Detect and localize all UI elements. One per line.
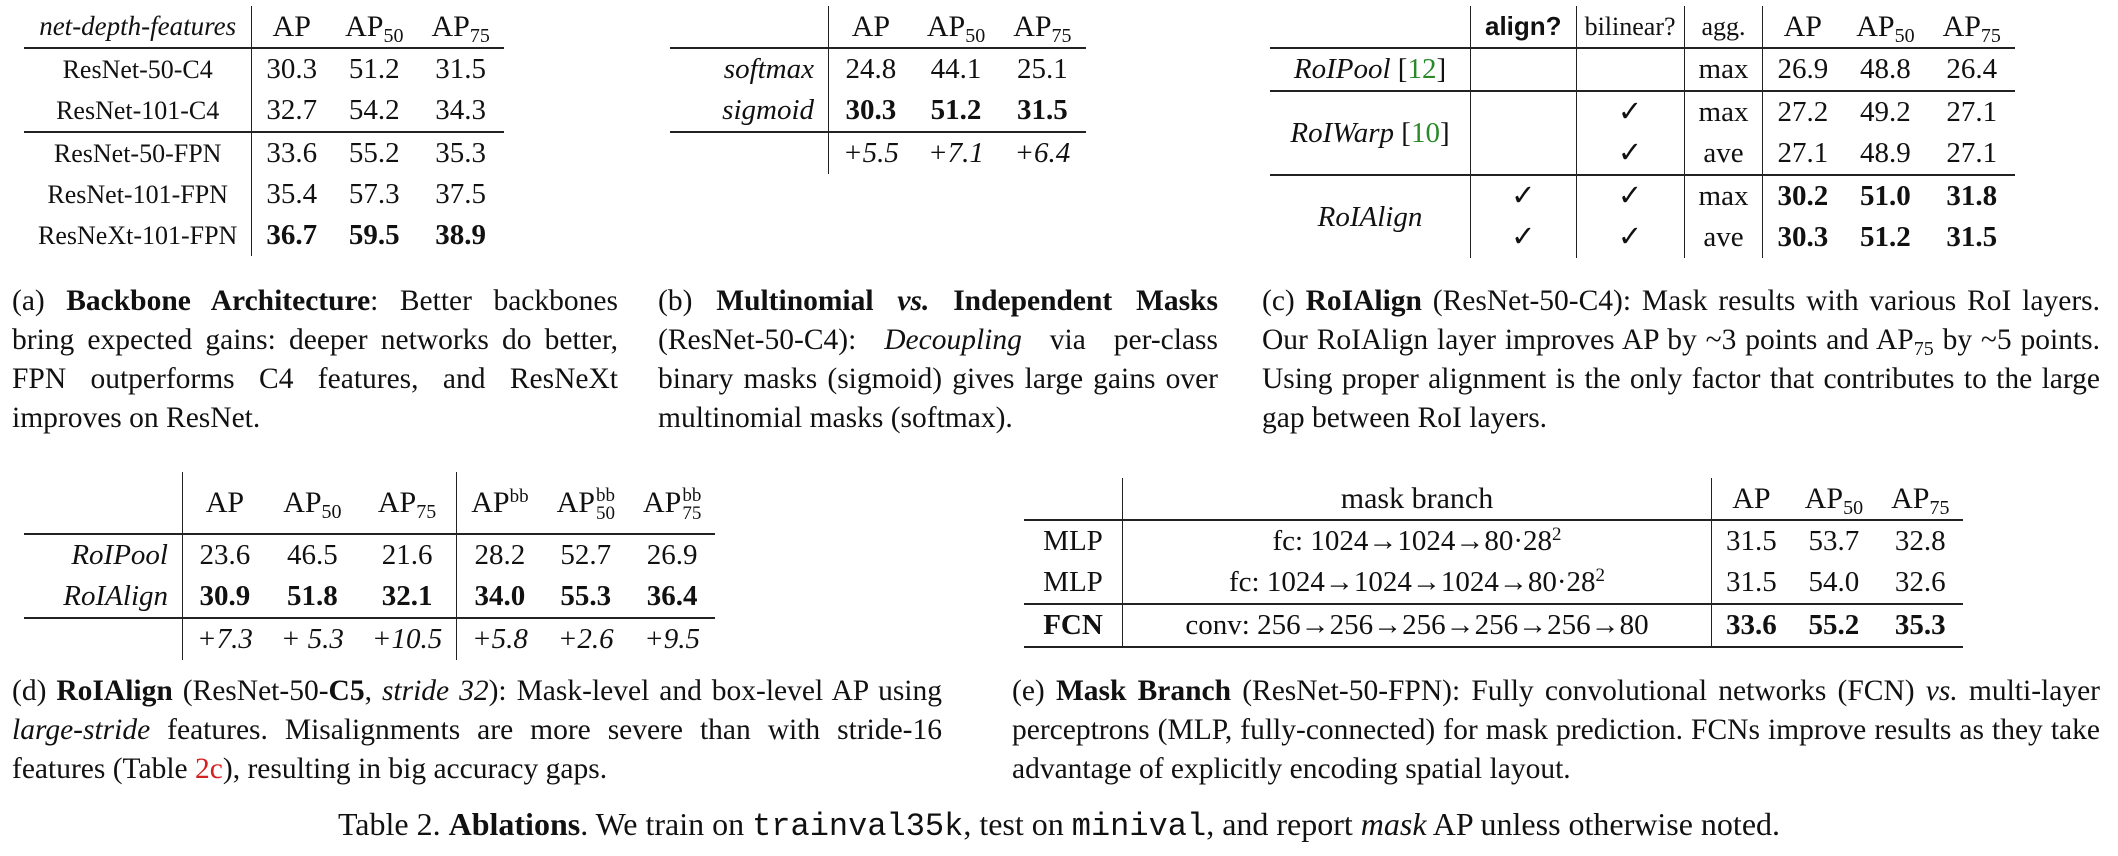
table-e-header-ap75: $AP_{75}$ bbox=[1891, 482, 1950, 519]
table-row: ResNet-50-C4 30.3 51.2 31.5 bbox=[24, 48, 504, 90]
table-ref-link[interactable]: 2c bbox=[195, 753, 223, 785]
table-a-header-net: net-depth-features bbox=[39, 11, 237, 41]
table-b-header-ap: AP bbox=[829, 6, 913, 48]
table-row: ✓ ✓ ave 30.3 51.2 31.5 bbox=[1270, 217, 2015, 258]
table-d-header-apbb75: AP bb 75 bbox=[642, 485, 702, 525]
table-row: ResNet-101-FPN 35.4 57.3 37.5 bbox=[24, 174, 504, 215]
table-d-header-apbb50: AP bb 50 bbox=[556, 485, 615, 525]
table-a-caption: (a) Backbone Architecture: Better backbones bring expected gains: deeper networks do better, FPN outperforms C4 features, and ResNeXt improves on ResNet. bbox=[12, 285, 618, 434]
table-a-header-ap50: $AP_{50}$ bbox=[345, 10, 404, 47]
table-a-header-ap75: $AP_{75}$ bbox=[431, 10, 490, 47]
table-c-header-align: align? bbox=[1471, 6, 1577, 48]
table-a-header-ap: AP bbox=[252, 6, 331, 48]
table-row: MLP fc: $1024\to 1024\to 1024\to 80\cdot 28^2$ 31.5 54.0 32.6 bbox=[1024, 562, 1963, 604]
table-row: FCN conv: 256→256→256→256→256→80 33.6 55.2 35.3 bbox=[1024, 604, 1963, 647]
table-row-delta: +7.3 + 5.3 +10.5 +5.8 +2.6 +9.5 bbox=[24, 618, 715, 660]
table-row: MLP fc: $1024\to 1024\to 80\cdot 28^2$ 31.5 53.7 32.8 bbox=[1024, 520, 1963, 562]
table-row: ResNet-50-FPN 33.6 55.2 35.3 bbox=[24, 132, 504, 174]
table-d-header-ap: AP bbox=[183, 472, 267, 534]
table-b-caption: (b) Multinomial vs. Independent Masks (ResNet-50-C4): Decoupling via per-class binary masks (sigmoid) gives large gains over multinomial masks (softmax). bbox=[658, 285, 1218, 434]
table-b bbox=[670, 6, 1086, 174]
table-d-header-ap50: $AP_{50}$ bbox=[283, 486, 342, 523]
table-d-caption: (d) RoIAlign (ResNet-50-C5, stride 32): Mask-level and box-level AP using large-stride features. Misalignments are more severe than with stride-16 features (Table 2c), resulting in big accuracy gaps. bbox=[12, 675, 943, 785]
table-main-caption: Table 2. Ablations. We train on trainval35k, test on minival, and report mask AP unless otherwise noted. bbox=[337, 806, 1781, 845]
table-e-header-mask-branch: mask branch bbox=[1123, 478, 1712, 520]
table-e-panel bbox=[1024, 478, 1963, 648]
table-row: ResNeXt-101-FPN 36.7 59.5 38.9 bbox=[24, 215, 504, 256]
table-c-caption: (c) RoIAlign (ResNet-50-C4): Mask results with various RoI layers. Our RoIAlign layer improves AP by ~3 points and $AP_{75}$ by ~5 points. Using proper alignment is the only factor that contributes to the large gap between RoI layers. bbox=[1262, 285, 2100, 434]
table-row: RoIAlign ✓ ✓ max 30.2 51.0 31.8 bbox=[1270, 175, 2015, 217]
table-d bbox=[24, 472, 715, 660]
table-c-header-ap: AP bbox=[1763, 6, 1842, 48]
table-e bbox=[1024, 478, 1963, 648]
table-e-caption: (e) Mask Branch (ResNet-50-FPN): Fully convolutional networks (FCN) vs. multi-layer perceptrons (MLP, fully-connected) for mask prediction. FCNs improve results as they take advantage of explicitly encoding spatial layout. bbox=[1012, 675, 2100, 785]
table-b-header-ap75: $AP_{75}$ bbox=[1013, 10, 1072, 47]
table-c-header-ap50: $AP_{50}$ bbox=[1856, 10, 1915, 47]
table-a bbox=[24, 6, 504, 256]
table-b-header-ap50: $AP_{50}$ bbox=[926, 10, 986, 47]
table-c-header-agg: agg. bbox=[1684, 6, 1763, 48]
table-e-header-ap: AP bbox=[1712, 478, 1791, 520]
table-e-header-ap50: $AP_{50}$ bbox=[1804, 482, 1864, 519]
table-c-panel bbox=[1270, 6, 2015, 258]
table-d-header-ap75: $AP_{75}$ bbox=[377, 486, 437, 523]
table-row: RoIPool 23.6 46.5 21.6 28.2 52.7 26.9 bbox=[24, 534, 715, 576]
table-a-panel bbox=[24, 6, 504, 256]
table-d-header-apbb: $AP^{bb}$ bbox=[457, 472, 543, 534]
table-c bbox=[1270, 6, 2015, 258]
table-row-delta: +5.5 +7.1 +6.4 bbox=[670, 132, 1086, 174]
table-b-panel bbox=[670, 6, 1086, 174]
table-row: ResNet-101-C4 32.7 54.2 34.3 bbox=[24, 90, 504, 132]
table-c-header-bilinear: bilinear? bbox=[1576, 6, 1684, 48]
table-d-panel bbox=[24, 472, 715, 660]
table-row: RoIWarp [10] ✓ max 27.2 49.2 27.1 bbox=[1270, 91, 2015, 133]
table-row: softmax 24.8 44.1 25.1 bbox=[670, 48, 1086, 90]
table-row: sigmoid 30.3 51.2 31.5 bbox=[670, 90, 1086, 132]
table-row: ✓ ave 27.1 48.9 27.1 bbox=[1270, 133, 2015, 175]
table-row: RoIPool [12] max 26.9 48.8 26.4 bbox=[1270, 48, 2015, 91]
table-row: RoIAlign 30.9 51.8 32.1 34.0 55.3 36.4 bbox=[24, 576, 715, 618]
table-c-header-ap75: $AP_{75}$ bbox=[1942, 10, 2001, 47]
